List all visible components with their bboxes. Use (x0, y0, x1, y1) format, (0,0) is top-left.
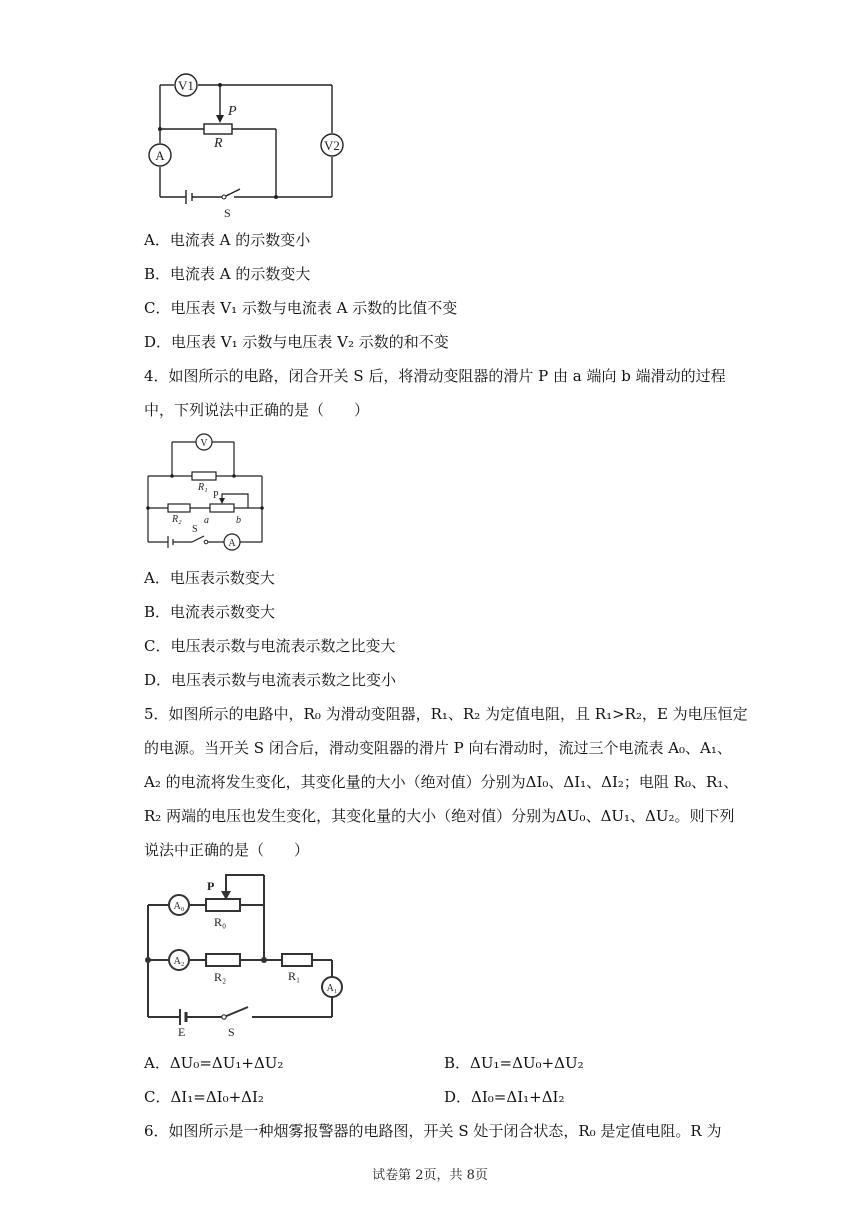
q4-p-label: P (213, 490, 219, 501)
q4-a-end-label: a (204, 515, 209, 526)
q5-r0-label: R₀ (214, 915, 227, 929)
q4-a-meter-label: A (228, 538, 236, 549)
q4-stem-line2: 中，下列说法中正确的是（ ） (144, 401, 370, 419)
q4-option-c[interactable]: C．电压表示数与电流表示数之比变大 (144, 637, 396, 655)
q3-option-d[interactable]: D．电压表 V₁ 示数与电压表 V₂ 示数的和不变 (144, 333, 449, 351)
q5-stem-line4: R₂ 两端的电压也发生变化，其变化量的大小（绝对值）分别为ΔU₀、ΔU₁、ΔU₂。则下列 (144, 807, 735, 825)
q4-v-meter-label: V (200, 438, 208, 449)
q5-a2-meter-label: A₂ (173, 956, 185, 967)
q5-r1-label: R₁ (288, 969, 301, 983)
q5-a0-meter-label: A₀ (173, 901, 185, 912)
q4-r1-label: R₁ (198, 482, 208, 493)
switch-s-label: S (224, 206, 231, 220)
q5-p-label: P (207, 879, 215, 893)
q5-option-c[interactable]: C．ΔI₁=ΔI₀+ΔI₂ (144, 1088, 264, 1106)
q6-stem-line1: 6．如图所示是一种烟雾报警器的电路图，开关 S 处于闭合状态，R₀ 是定值电阻。R 为 (144, 1122, 722, 1140)
q5-stem-line3: A₂ 的电流将发生变化，其变化量的大小（绝对值）分别为ΔI₀、ΔI₁、ΔI₂；电阻 R₀、R₁、 (144, 773, 739, 791)
q4-stem-line1: 4．如图所示的电路，闭合开关 S 后，将滑动变阻器的滑片 P 由 a 端向 b 端滑动的过程 (144, 367, 726, 385)
a-meter-label: A (155, 148, 165, 163)
circuit-diagram-q4 (140, 430, 280, 555)
q4-option-b[interactable]: B．电流表示数变大 (144, 603, 276, 621)
q4-s-label: S (192, 524, 198, 535)
q3-option-a[interactable]: A．电流表 A 的示数变小 (144, 231, 311, 249)
circuit-diagram-q3 (140, 65, 360, 225)
q5-r2-label: R₂ (214, 970, 227, 984)
q5-option-d[interactable]: D．ΔI₀=ΔI₁+ΔI₂ (444, 1088, 565, 1106)
q5-stem-line2: 的电源。当开关 S 闭合后，滑动变阻器的滑片 P 向右滑动时，流过三个电流表 A₀、A₁、 (144, 739, 732, 757)
resistor-r-label: R (214, 136, 223, 151)
page-footer: 试卷第 2页，共 8页 (372, 1168, 488, 1183)
q4-option-a[interactable]: A．电压表示数变大 (144, 569, 275, 587)
v1-meter-label: V1 (178, 78, 194, 93)
slider-p-label: P (228, 104, 237, 119)
q3-option-b[interactable]: B．电流表 A 的示数变大 (144, 265, 311, 283)
q5-option-a[interactable]: A．ΔU₀=ΔU₁+ΔU₂ (144, 1054, 284, 1072)
q5-a1-meter-label: A₁ (326, 983, 338, 994)
q5-option-b[interactable]: B．ΔU₁=ΔU₀+ΔU₂ (444, 1054, 584, 1072)
q5-s-label: S (228, 1025, 235, 1039)
circuit-diagram-q5 (140, 870, 360, 1040)
q5-e-label: E (178, 1025, 186, 1039)
q4-r2-label: R₂ (172, 514, 182, 525)
v2-meter-label: V2 (324, 138, 340, 153)
q4-option-d[interactable]: D．电压表示数与电流表示数之比变小 (144, 671, 397, 689)
q5-stem-line5: 说法中正确的是（ ） (144, 841, 310, 859)
q3-option-c[interactable]: C．电压表 V₁ 示数与电流表 A 示数的比值不变 (144, 299, 458, 317)
q4-b-end-label: b (236, 515, 241, 526)
q5-stem-line1: 5．如图所示的电路中，R₀ 为滑动变阻器，R₁、R₂ 为定值电阻，且 R₁>R₂，E 为电压恒定 (144, 705, 748, 723)
